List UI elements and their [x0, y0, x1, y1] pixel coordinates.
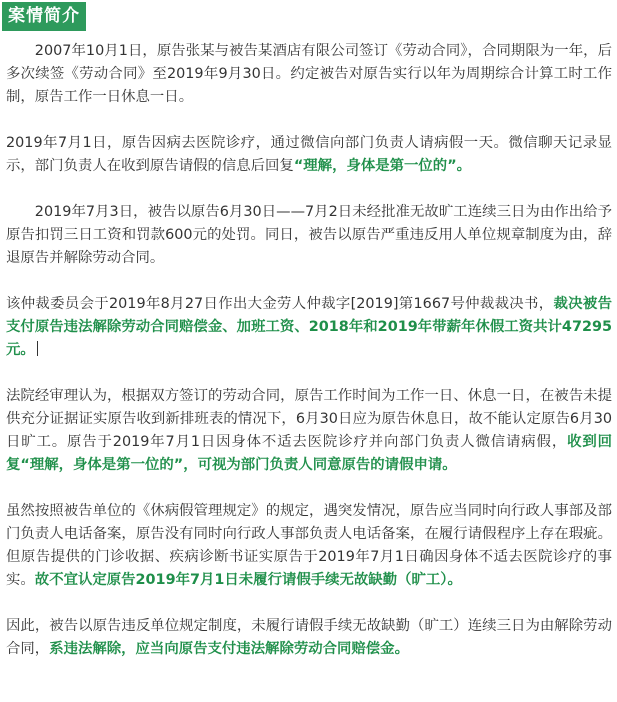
highlighted-text: 系违法解除，应当向原告支付违法解除劳动合同赔偿金。 [49, 641, 409, 657]
body-text: 2007年10月1日，原告张某与被告某酒店有限公司签订《劳动合同》，合同期限为一年，后多次续签《劳动合同》至2019年9月30日。约定被告对原告实行以年为周期综合计算工时工作制，原告工作一日休息一日。 [6, 43, 612, 105]
body-text: 2019年7月3日，被告以原告6月30日——7月2日未经批准无故旷工连续三日为由作出给予原告扣罚三日工资和罚款600元的处罚。同日，被告以原告严重违反用人单位规章制度为由，辞退原告并解除劳动合同。 [6, 204, 612, 266]
paragraph-7 [6, 615, 612, 661]
paragraph-4 [6, 293, 612, 362]
paragraph-3 [6, 201, 612, 270]
paragraph-2 [6, 132, 612, 178]
paragraph-1 [6, 40, 612, 109]
paragraph-5 [6, 385, 612, 477]
highlighted-text: 故不宜认定原告2019年7月1日未履行请假手续无故缺勤（旷工）。 [34, 572, 462, 588]
body-text: 因此，被告以原告违反单位规定制度，未履行请假手续无故缺勤（旷工）连续三日为由解除劳动合同， [6, 618, 612, 657]
section-title-badge: 案情简介 [2, 2, 86, 31]
highlighted-text: 裁决被告支付原告违法解除劳动合同赔偿金、加班工资、2018年和2019年带薪年休假工资共计47295元。 [6, 296, 612, 358]
body-text: 2019年7月1日，原告因病去医院诊疗，通过微信向部门负责人请病假一天。微信聊天记录显示，部门负责人在收到原告请假的信息后回复 [6, 135, 612, 174]
paragraph-6 [6, 500, 612, 592]
body-text: 虽然按照被告单位的《休病假管理规定》的规定，遇突发情况，原告应当同时向行政人事部及部门负责人电话备案，原告没有同时向行政人事部负责人电话备案，在履行请假程序上存在瑕疵。但原告提供的门诊收据、疾病诊断书证实原告于2019年7月1日确因身体不适去医院诊疗的事实。 [6, 503, 612, 588]
body-text: 法院经审理认为，根据双方签订的劳动合同，原告工作时间为工作一日、休息一日，在被告未提供充分证据证实原告收到新排班表的情况下，6月30日应为原告休息日，故不能认定原告6月30日旷工。原告于2019年7月1日因身体不适去医院诊疗并向部门负责人微信请病假， [6, 388, 612, 450]
text-cursor [37, 341, 38, 356]
highlighted-text: 收到回复“理解，身体是第一位的”，可视为部门负责人同意原告的请假申请。 [6, 434, 612, 473]
body-text: 该仲裁委员会于2019年8月27日作出大金劳人仲裁字[2019]第1667号仲裁裁决书， [6, 296, 554, 312]
highlighted-text: “理解，身体是第一位的”。 [293, 158, 472, 174]
case-summary-body [6, 40, 612, 684]
